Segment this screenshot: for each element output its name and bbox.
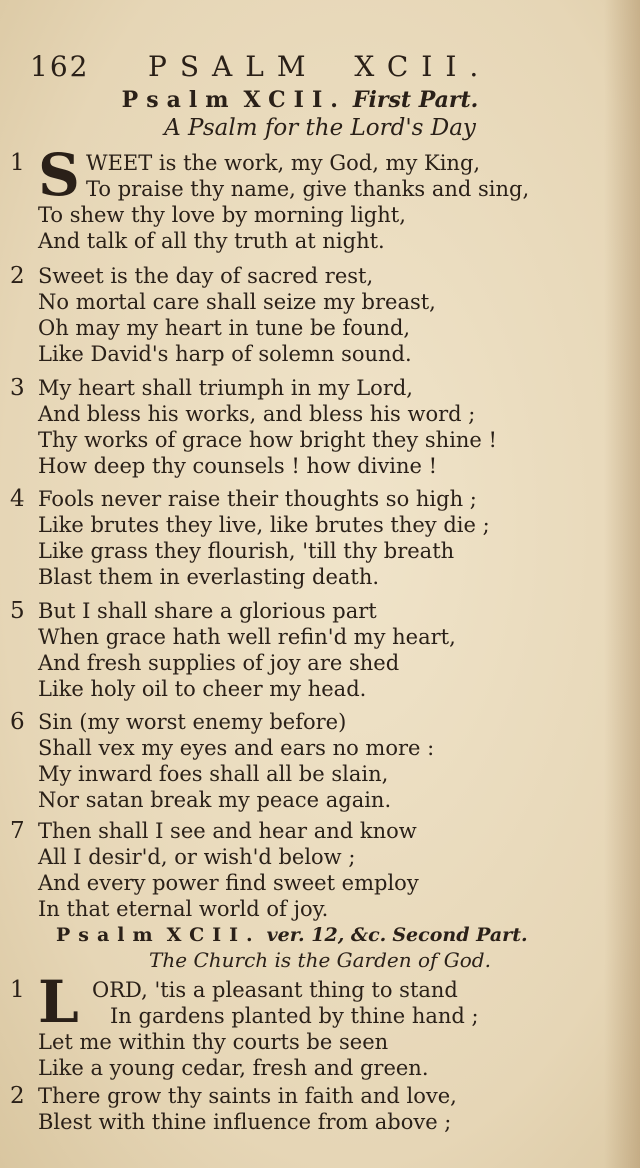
verse-line: Like brutes they live, like brutes they die ;	[38, 513, 490, 537]
stanza-number: 3	[10, 375, 25, 401]
verse-line: Blest with thine influence from above ;	[38, 1110, 452, 1134]
verse-line: Shall vex my eyes and ears no more :	[38, 736, 435, 760]
verse-line: ORD, 'tis a pleasant thing to stand	[92, 978, 458, 1002]
heading-psalm: Psalm	[121, 87, 237, 113]
verse-line: Oh may my heart in tune be found,	[38, 316, 411, 340]
heading-part: Second Part.	[392, 924, 528, 946]
verse-line: To shew thy love by morning light,	[38, 203, 406, 227]
verse-line: And every power find sweet employ	[38, 871, 419, 895]
verse-line: To praise thy name, give thanks and sing,	[86, 177, 530, 201]
verse-line: There grow thy saints in faith and love,	[38, 1084, 457, 1108]
verse-line: Let me within thy courts be seen	[38, 1030, 389, 1054]
verse-line: WEET is the work, my God, my King,	[86, 151, 481, 175]
stanza-number: 5	[10, 598, 25, 624]
first-part-subtitle: A Psalm for the Lord's Day	[164, 115, 476, 141]
running-head	[30, 50, 630, 84]
drop-cap: L	[38, 968, 79, 1036]
verse-line: Sweet is the day of sacred rest,	[38, 264, 374, 288]
verse-line: All I desir'd, or wish'd below ;	[38, 845, 356, 869]
verse-line: My inward foes shall all be slain,	[38, 762, 389, 786]
verse-line: Fools never raise their thoughts so high ;	[38, 487, 477, 511]
first-part-heading	[0, 86, 600, 115]
verse-line: Like a young cedar, fresh and green.	[38, 1056, 429, 1080]
verse-line: In gardens planted by thine hand ;	[110, 1004, 479, 1028]
verse-line: Then shall I see and hear and know	[38, 819, 417, 843]
heading-verse: ver. 12, &c.	[266, 924, 387, 946]
stanza-number: 4	[10, 486, 25, 512]
stanza-number: 2	[10, 263, 25, 289]
verse-line: Like David's harp of solemn sound.	[38, 342, 412, 366]
stanza-number: 2	[10, 1083, 25, 1109]
heading-numeral: XCII.	[243, 87, 346, 113]
page-number: 162	[30, 50, 90, 83]
second-part-subtitle: The Church is the Garden of God.	[149, 948, 491, 972]
stanza-number: 1	[10, 150, 25, 176]
page-edge-shadow	[604, 0, 640, 1168]
verse-line: In that eternal world of joy.	[38, 897, 329, 921]
verse-line: How deep thy counsels ! how divine !	[38, 454, 438, 478]
heading-psalm: Psalm	[56, 924, 161, 946]
stanza-number: 7	[10, 818, 25, 844]
verse-line: And talk of all thy truth at night.	[38, 229, 385, 253]
verse-line: My heart shall triumph in my Lord,	[38, 376, 413, 400]
verse-line: When grace hath well refin'd my heart,	[38, 625, 456, 649]
verse-line: And fresh supplies of joy are shed	[38, 651, 400, 675]
verse-line: Blast them in everlasting death.	[38, 565, 380, 589]
stanza-number: 6	[10, 709, 25, 735]
verse-line: No mortal care shall seize my breast,	[38, 290, 436, 314]
verse-line: Like grass they flourish, 'till thy breath	[38, 539, 455, 563]
running-title: PSALM XCII.	[148, 50, 492, 83]
drop-cap: S	[38, 141, 80, 209]
verse-line: But I shall share a glorious part	[38, 599, 377, 623]
heading-numeral: XCII.	[166, 924, 261, 946]
stanza-number: 1	[10, 977, 25, 1003]
verse-line: Sin (my worst enemy before)	[38, 710, 347, 734]
verse-line: Thy works of grace how bright they shine !	[38, 428, 497, 452]
verse-line: And bless his works, and bless his word ;	[38, 402, 476, 426]
verse-line: Nor satan break my peace again.	[38, 788, 392, 812]
verse-line: Like holy oil to cheer my head.	[38, 677, 367, 701]
heading-part: First Part.	[352, 87, 479, 113]
